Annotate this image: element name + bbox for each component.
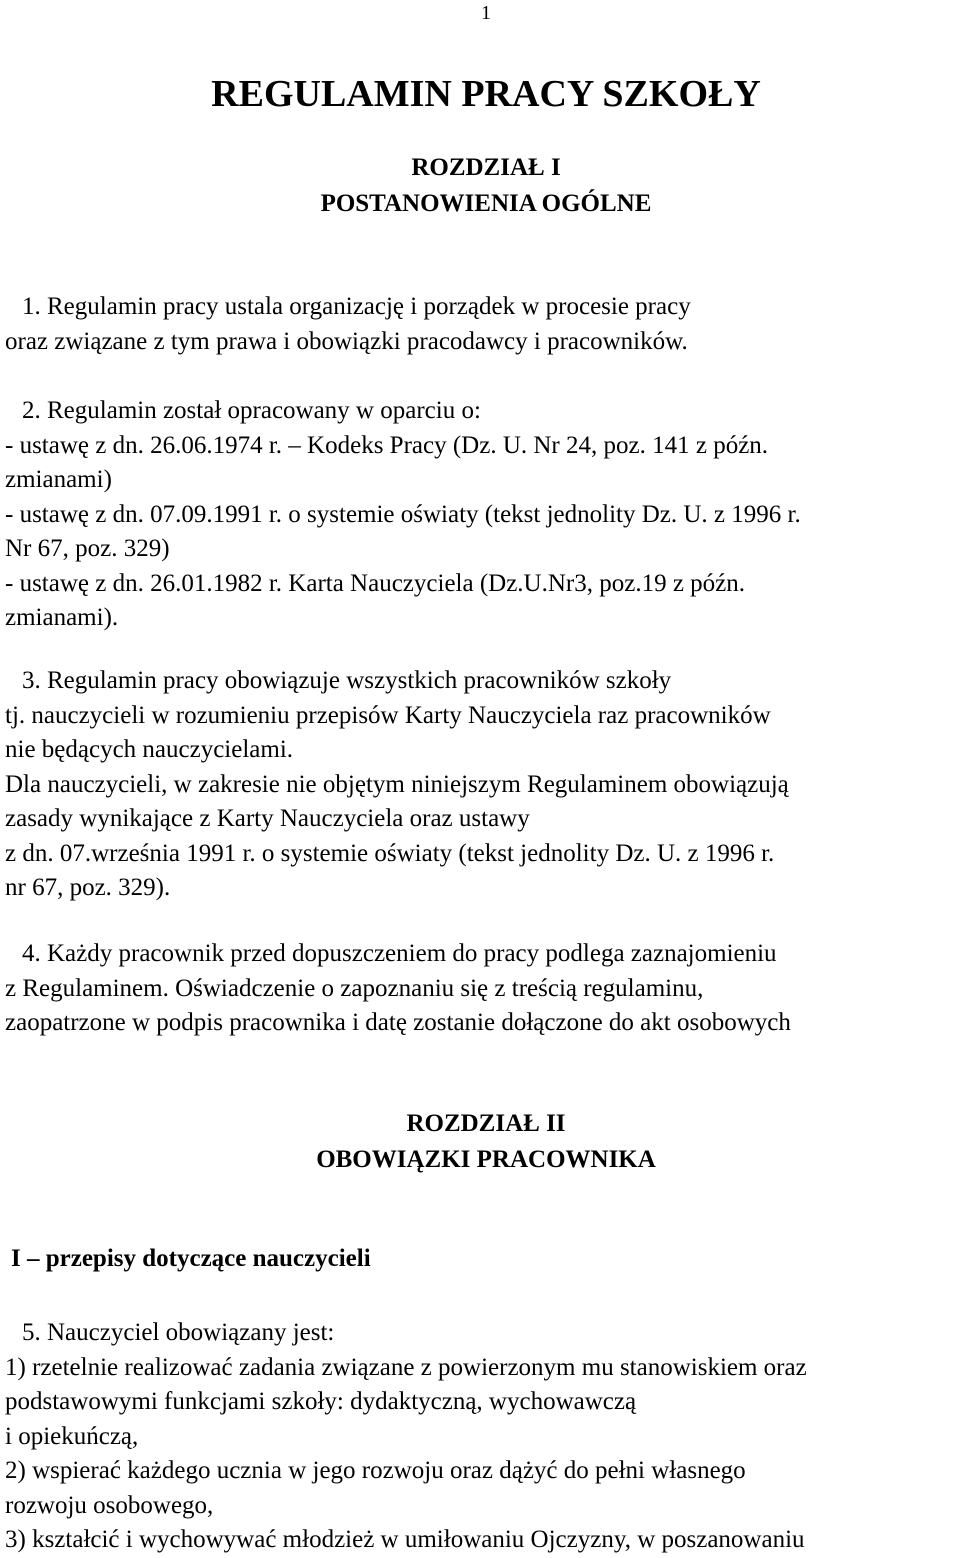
paragraph-3: [5, 664, 960, 906]
paragraph-line: tj. nauczycieli w rozumieniu przepisów Karty Nauczyciela raz pracowników: [5, 701, 771, 729]
paragraph-line: rozwoju osobowego,: [5, 1491, 214, 1519]
paragraph-line: i opiekuńczą,: [5, 1422, 139, 1450]
paragraph-line: 2. Regulamin został opracowany w oparciu o:: [22, 397, 481, 424]
paragraph-line: zmianami).: [5, 604, 119, 631]
paragraph-line: Nr 67, poz. 329): [5, 535, 170, 562]
page-number: 1: [481, 2, 491, 24]
chapter-1-heading: [0, 150, 960, 222]
paragraph-line: 4. Każdy pracownik przed dopuszczeniem do pracy podlega zaznajomieniu: [22, 940, 777, 967]
paragraph-line: nie będących nauczycielami.: [5, 736, 294, 763]
paragraph-1: [5, 290, 960, 359]
paragraph-line: - ustawę z dn. 26.06.1974 r. – Kodeks Pracy (Dz. U. Nr 24, poz. 141 z późn.: [5, 431, 769, 459]
paragraph-line: nr 67, poz. 329).: [5, 874, 171, 901]
chapter-1-number: ROZDZIAŁ I: [411, 154, 561, 181]
section-heading-teachers: I – przepisy dotyczące nauczycieli: [11, 1245, 371, 1272]
paragraph-line: zasady wynikające z Karty Nauczyciela oraz ustawy: [5, 805, 530, 832]
paragraph-line: oraz związane z tym prawa i obowiązki pracodawcy i pracowników.: [5, 327, 688, 355]
paragraph-line: 2) wspierać każdego ucznia w jego rozwoju oraz dążyć do pełni własnego: [5, 1457, 746, 1484]
chapter-2-heading: [0, 1106, 960, 1178]
paragraph-line: 1) rzetelnie realizować zadania związane z powierzonym mu stanowiskiem oraz: [5, 1353, 807, 1381]
chapter-2-name: OBOWIĄZKI PRACOWNIKA: [316, 1146, 656, 1173]
chapter-1-name: POSTANOWIENIA OGÓLNE: [320, 190, 652, 217]
paragraph-4: [5, 937, 960, 1041]
paragraph-line: 1. Regulamin pracy ustala organizację i porządek w procesie pracy: [22, 293, 691, 320]
paragraph-line: 3. Regulamin pracy obowiązuje wszystkich pracowników szkoły: [22, 667, 672, 694]
paragraph-line: Dla nauczycieli, w zakresie nie objętym niniejszym Regulaminem obowiązują: [5, 770, 789, 798]
paragraph-5: [5, 1316, 960, 1558]
paragraph-line: z Regulaminem. Oświadczenie o zapoznaniu się z treścią regulaminu,: [5, 974, 704, 1002]
paragraph-line: - ustawę z dn. 26.01.1982 r. Karta Nauczyciela (Dz.U.Nr3, poz.19 z późn.: [5, 569, 746, 597]
chapter-2-number: ROZDZIAŁ II: [406, 1110, 566, 1137]
paragraph-line: 3) kształcić i wychowywać młodzież w umiłowaniu Ojczyzny, w poszanowaniu: [5, 1526, 805, 1553]
paragraph-line: zmianami): [5, 466, 112, 493]
paragraph-line: z dn. 07.września 1991 r. o systemie oświaty (tekst jednolity Dz. U. z 1996 r.: [5, 839, 775, 867]
paragraph-line: zaopatrzone w podpis pracownika i datę zostanie dołączone do akt osobowych: [5, 1009, 791, 1036]
document-title: REGULAMIN PRACY SZKOŁY: [211, 73, 761, 115]
paragraph-line: - ustawę z dn. 07.09.1991 r. o systemie oświaty (tekst jednolity Dz. U. z 1996 r.: [5, 500, 801, 528]
paragraph-line: 5. Nauczyciel obowiązany jest:: [22, 1319, 335, 1346]
paragraph-2: [5, 394, 960, 636]
paragraph-line: podstawowymi funkcjami szkoły: dydaktyczną, wychowawczą: [5, 1388, 637, 1415]
